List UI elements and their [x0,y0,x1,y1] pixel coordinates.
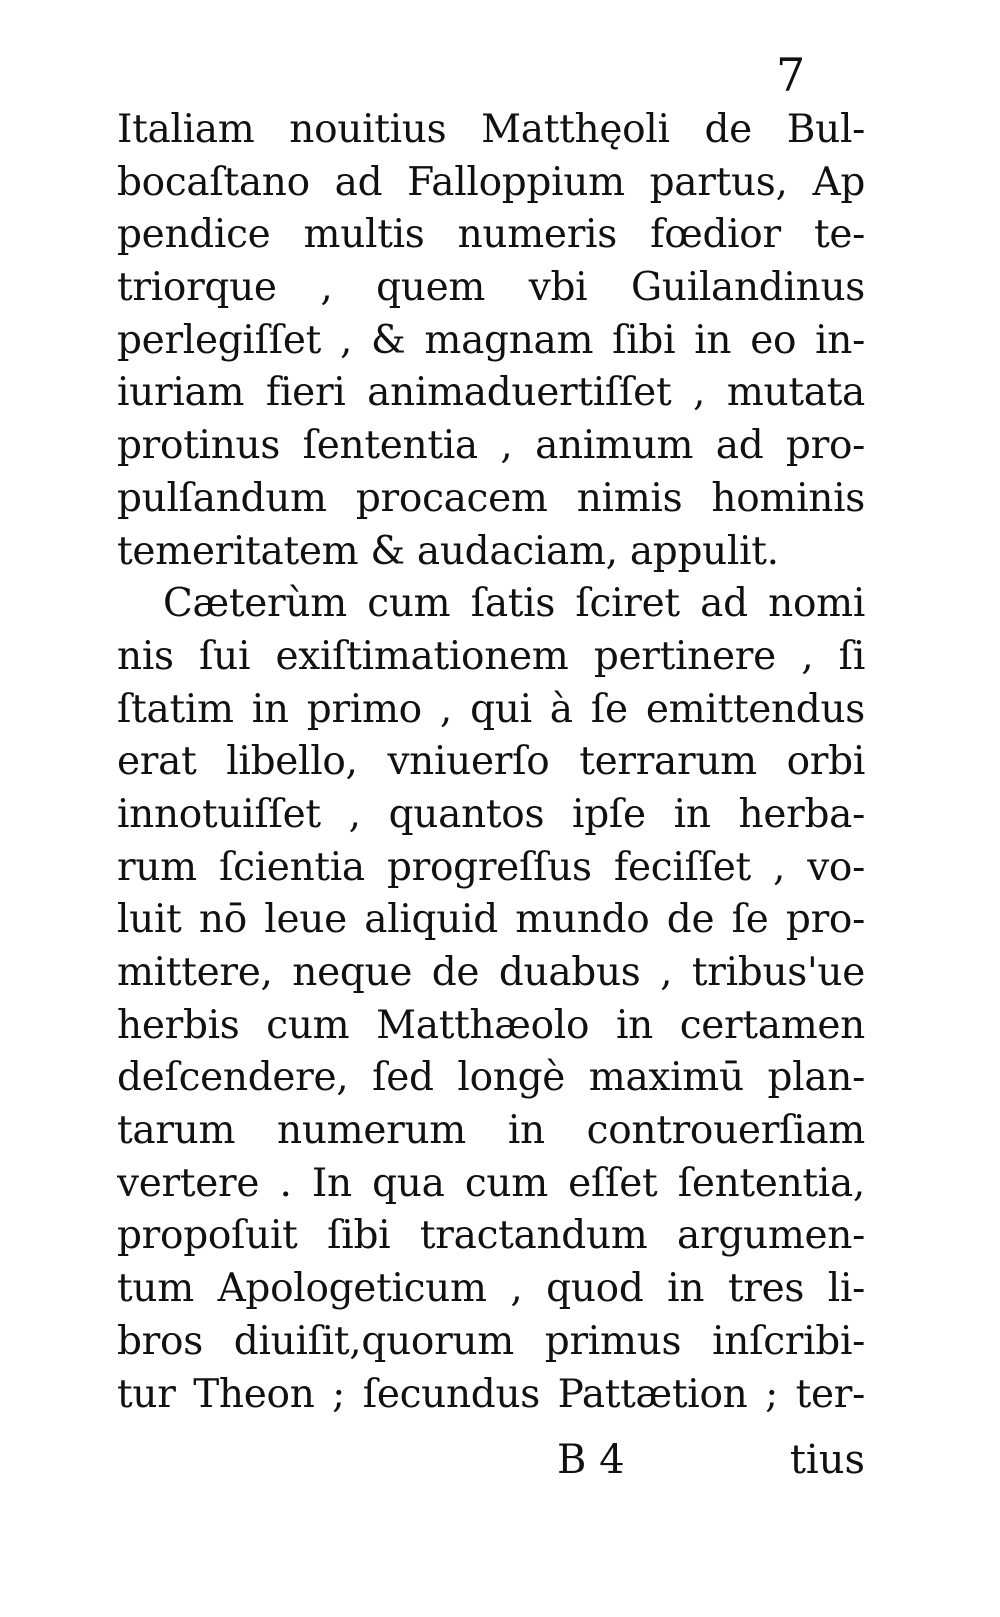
text-line: tum Apologeticum , quod in tres li- [117,1266,865,1312]
signature-mark: B 4 [557,1437,625,1483]
text-line: tur Theon ; ſecundus Pattætion ; ter- [117,1371,865,1417]
page-footer [117,1430,865,1490]
text-line: tarum numerum in controuerſiam [117,1108,865,1154]
text-line: protinus ſententia , animum ad pro- [117,423,865,469]
text-line: innotuiſſet , quantos ipſe in herba- [117,791,865,837]
text-line: Italiam nouitius Matthęoli de Bul- [117,107,865,152]
text-line: bros diuiſit,quorum primus inſcribi- [117,1318,865,1364]
page-number: 7 [776,48,806,102]
paragraph-start-line: Cæterùm cum ſatis ſciret ad nomi [163,581,865,627]
body-text [117,104,865,1421]
text-line: mittere, neque de duabus , tribus'ue [117,950,865,995]
text-line: bocaſtano ad Falloppium partus, Ap [117,159,865,205]
catchword: tius [789,1437,865,1483]
text-line: rum ſcientia progreſſus feciſſet , vo- [117,844,865,890]
text-line: temeritatem & audaciam, appulit. [117,528,779,574]
text-line: vertere . In qua cum eſſet ſententia, [117,1160,865,1206]
text-line: deſcendere, ſed longè maximū plan- [117,1055,865,1101]
text-line: erat libello, vniuerſo terrarum orbi [117,739,865,785]
text-line: pulſandum procacem nimis hominis [117,475,865,521]
text-line: perlegiſſet , & magnam ſibi in eo in- [117,317,865,363]
text-line: iuriam fieri animaduertiſſet , mutata [117,370,865,416]
text-line: herbis cum Matthæolo in certamen [117,1002,865,1048]
text-line: propoſuit ſibi tractandum argumen- [117,1213,865,1259]
text-line: ſtatim in primo , qui à ſe emittendus [117,686,865,732]
text-line: triorque , quem vbi Guilandinus [117,265,865,311]
text-line: luit nō leue aliquid mundo de ſe pro- [117,897,865,943]
text-line: pendice multis numeris fœdior te- [117,212,865,258]
text-line: nis ſui exiſtimationem pertinere , ſi [117,633,865,679]
